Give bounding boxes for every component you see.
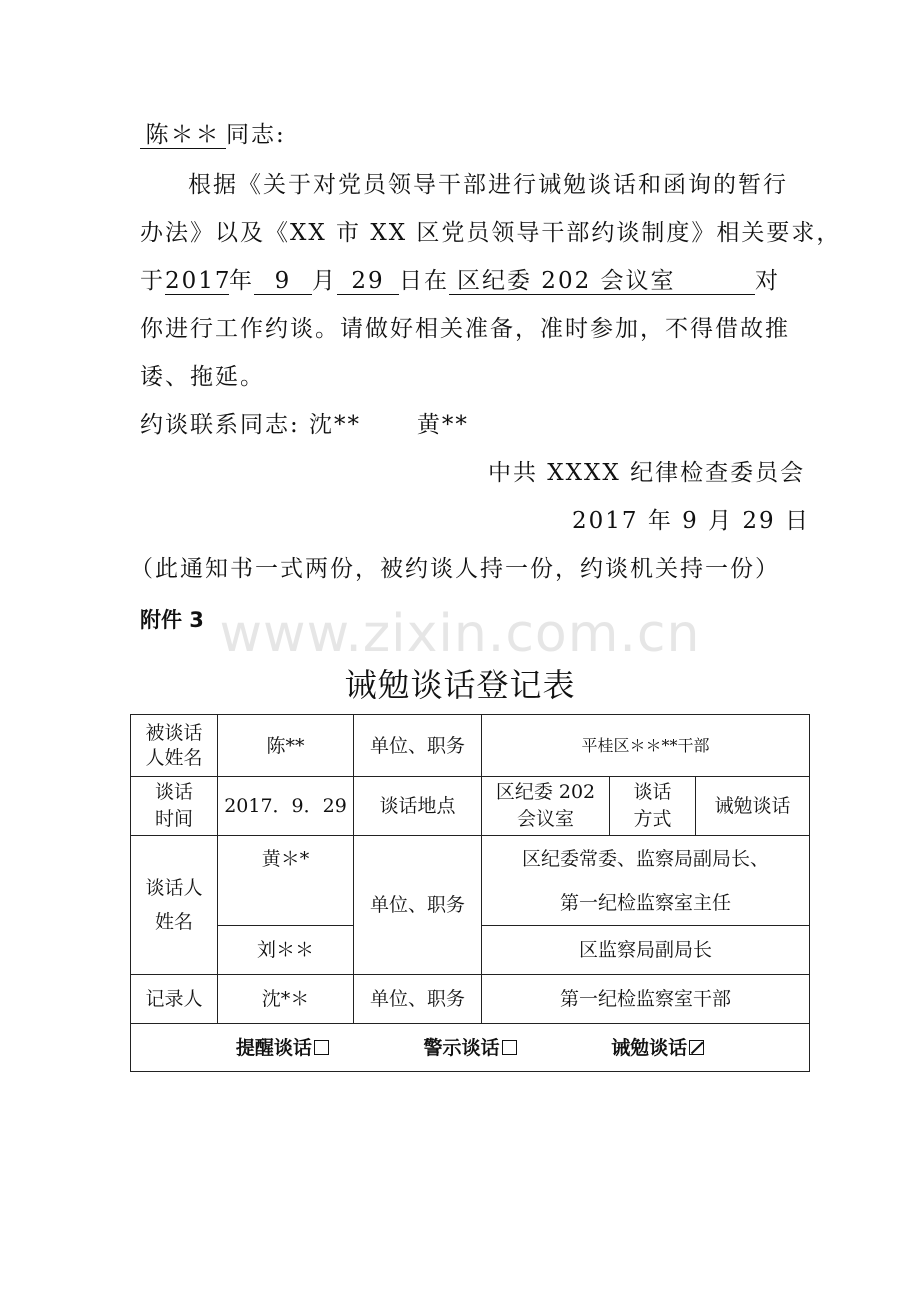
table-row bbox=[131, 1024, 810, 1072]
month-unit: 月 bbox=[312, 268, 337, 294]
interviewer-unit-line-2: 第一纪检监察室主任 bbox=[559, 891, 731, 914]
table-row bbox=[131, 836, 810, 926]
salutation bbox=[140, 120, 286, 150]
registration-table bbox=[130, 714, 810, 1072]
line3-suffix: 对 bbox=[755, 268, 780, 294]
issue-date: 2017 年 9 月 29 日 bbox=[572, 508, 810, 534]
table-row bbox=[131, 777, 810, 836]
option-admonition-talk[interactable]: 诫勉谈话 bbox=[611, 1035, 704, 1061]
interviewer-name-2: 刘＊＊ bbox=[218, 926, 354, 975]
interviewer-unit-label: 单位、职务 bbox=[354, 836, 482, 975]
interviewee-label: 被谈话人姓名 bbox=[131, 715, 218, 777]
interviewee-name: 陈** bbox=[218, 715, 354, 777]
addressee-name: 陈＊＊ bbox=[140, 122, 226, 149]
letter-line-5: 诿、拖延。 bbox=[140, 364, 265, 390]
watermark: www.zixin.com.cn bbox=[219, 604, 701, 664]
letter-line-1: 根据《关于对党员领导干部进行诫勉谈话和函询的暂行 bbox=[188, 172, 788, 198]
line3-prefix: 于 bbox=[140, 268, 165, 294]
admonition-checkbox[interactable] bbox=[689, 1040, 704, 1055]
reminder-checkbox[interactable] bbox=[314, 1040, 329, 1055]
letter-line-3 bbox=[140, 266, 780, 296]
recorder-unit-label: 单位、职务 bbox=[354, 975, 482, 1024]
talk-place-value: 区纪委 202 会议室 bbox=[482, 777, 610, 836]
table-title: 诫勉谈话登记表 bbox=[344, 666, 576, 704]
letter-line-4: 你进行工作约谈。请做好相关准备，准时参加，不得借故推 bbox=[140, 316, 790, 342]
interviewee-unit-value: 平桂区＊＊**干部 bbox=[482, 715, 810, 777]
interviewee-unit-label: 单位、职务 bbox=[354, 715, 482, 777]
interviewer-label: 谈话人姓名 bbox=[131, 836, 218, 975]
talk-time-label: 谈话时间 bbox=[131, 777, 218, 836]
warning-checkbox[interactable] bbox=[502, 1040, 517, 1055]
copies-note: （此通知书一式两份，被约谈人持一份，约谈机关持一份） bbox=[130, 556, 780, 582]
meeting-month: 9 bbox=[254, 268, 312, 295]
talk-method-label: 谈话方式 bbox=[610, 777, 696, 836]
meeting-location: 区纪委 202 会议室 bbox=[449, 268, 755, 295]
attachment-label: 附件 3 bbox=[140, 608, 204, 632]
option-reminder-talk[interactable]: 提醒谈话 bbox=[236, 1035, 329, 1061]
talk-type-options bbox=[131, 1024, 810, 1072]
meeting-year: 2017 bbox=[165, 268, 232, 294]
contact-persons: 约谈联系同志: 沈** 黄** bbox=[140, 412, 469, 438]
recorder-label: 记录人 bbox=[131, 975, 218, 1024]
year-unit: 年 bbox=[229, 268, 254, 294]
meeting-day: 29 bbox=[337, 268, 399, 295]
issuing-organization: 中共 XXXX 纪律检查委员会 bbox=[488, 460, 806, 486]
interviewer-name-1: 黄＊* bbox=[218, 836, 354, 926]
talk-time-value: 2017．9．29 bbox=[218, 777, 354, 836]
letter-line-2: 办法》以及《XX 市 XX 区党员领导干部约谈制度》相关要求， bbox=[140, 220, 842, 246]
talk-place-label: 谈话地点 bbox=[354, 777, 482, 836]
table-row bbox=[131, 975, 810, 1024]
recorder-unit-value: 第一纪检监察室干部 bbox=[482, 975, 810, 1024]
interviewer-unit-line-1: 区纪委常委、监察局副局长、 bbox=[521, 847, 769, 870]
addressee-suffix: 同志: bbox=[226, 122, 286, 148]
interviewer-unit-value-1 bbox=[482, 836, 810, 926]
table-row bbox=[131, 715, 810, 777]
recorder-name: 沈*＊ bbox=[218, 975, 354, 1024]
day-unit: 日在 bbox=[399, 268, 449, 294]
option-warning-talk[interactable]: 警示谈话 bbox=[423, 1035, 516, 1061]
interviewer-unit-value-2: 区监察局副局长 bbox=[482, 926, 810, 975]
talk-method-value: 诫勉谈话 bbox=[696, 777, 810, 836]
